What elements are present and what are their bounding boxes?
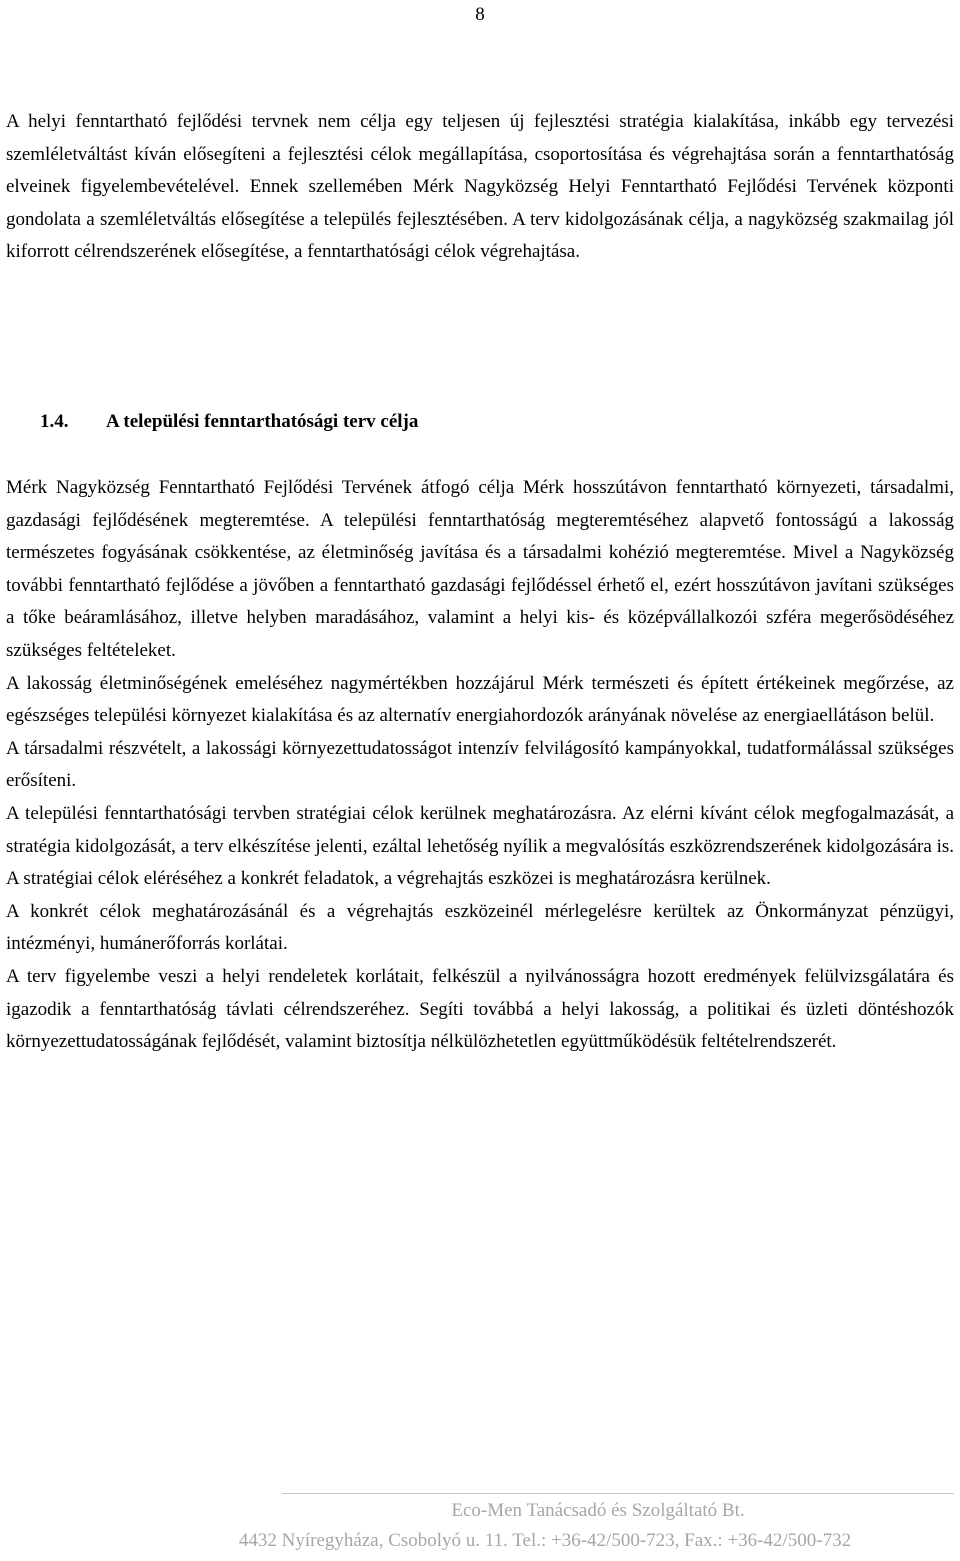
- body-paragraph: A társadalmi részvételt, a lakossági környezettudatosságot intenzív felvilágosító kampányokkal, tudatformálással szükséges erősíteni.: [6, 737, 954, 792]
- footer-divider: [282, 1493, 954, 1494]
- body-paragraph: A konkrét célok meghatározásánál és a végrehajtás eszközeinél mérlegelésre kerültek az Önkormányzat pénzügyi, intézményi, humánerőforrás korlátai.: [6, 900, 954, 955]
- section-body: [6, 472, 954, 1059]
- body-paragraph: Mérk Nagyközség Fenntartható Fejlődési Tervének átfogó célja Mérk hosszútávon fenntartható környezeti, társadalmi, gazdasági fejlődésének megteremtése. A települési fenntarthatóság megteremtéséhez alapvető fontosságú a lakosság természetes fogyásának csökkentése, az életminőség javítása és a társadalmi kohézió megteremtése. Mivel a Nagyközség további fenntartható fejlődése a jövőben a fenntartható gazdasági fejlődéssel érhető el, ezért hosszútávon javítani szükséges a tőke beáramlásához, illetve helyben maradásához, valamint a helyi kis- és középvállalkozói szféra megerősödéséhez szükséges feltételeket.: [6, 477, 954, 661]
- page-number: 8: [475, 4, 485, 25]
- section-title: A települési fenntarthatósági terv célja: [106, 411, 419, 432]
- intro-paragraph: A helyi fenntartható fejlődési tervnek nem célja egy teljesen új fejlesztési stratégia kialakítása, inkább egy tervezési szemléletváltást kíván elősegíteni a fejlesztési célok megállapítása, csoportosítása és végrehajtása során a fenntarthatóság elveinek figyelembevételével. Ennek szellemében Mérk Nagyközség Helyi Fenntartható Fejlődési Tervének központi gondolata a szemléletváltás elősegítése a település fejlesztésében. A terv kidolgozásának célja, a nagyközség szakmailag jól kiforrott célrendszerének elősegítése, a fenntarthatósági célok végrehajtása.: [6, 111, 954, 263]
- footer-company: Eco-Men Tanácsadó és Szolgáltató Bt.: [451, 1500, 745, 1521]
- body-paragraph: A települési fenntarthatósági tervben stratégiai célok kerülnek meghatározásra. Az elérni kívánt célok megfogalmazását, a stratégia kidolgozását, a terv elkészítése jelenti, ezáltal lehetőség nyílik a megvalósítás eszközrendszerének kidolgozására is. A stratégiai célok eléréséhez a konkrét feladatok, a végrehajtás eszközei is meghatározásra kerülnek.: [6, 802, 954, 890]
- footer-address: 4432 Nyíregyháza, Csobolyó u. 11. Tel.: +36-42/500-723, Fax.: +36-42/500-732: [238, 1530, 852, 1551]
- body-paragraph: A lakosság életminőségének emeléséhez nagymértékben hozzájárul Mérk természeti és épített értékeinek megőrzése, az egészséges települési környezet kialakítása és az alternatív energiahordozók arányának növelése az energiaellátáson belül.: [6, 672, 954, 727]
- intro-section: [6, 106, 954, 269]
- section-number: 1.4.: [40, 411, 69, 432]
- body-paragraph: A terv figyelembe veszi a helyi rendeletek korlátait, felkészül a nyilvánosságra hozott eredmények felülvizsgálatára és igazodik a fenntarthatóság távlati célrendszeréhez. Segíti továbbá a helyi lakosság, a politikai és üzleti döntéshozók környezettudatosságának fejlődését, valamint biztosítja nélkülözhetetlen együttműködésük feltételrendszerét.: [6, 965, 954, 1053]
- section-heading: [40, 406, 418, 438]
